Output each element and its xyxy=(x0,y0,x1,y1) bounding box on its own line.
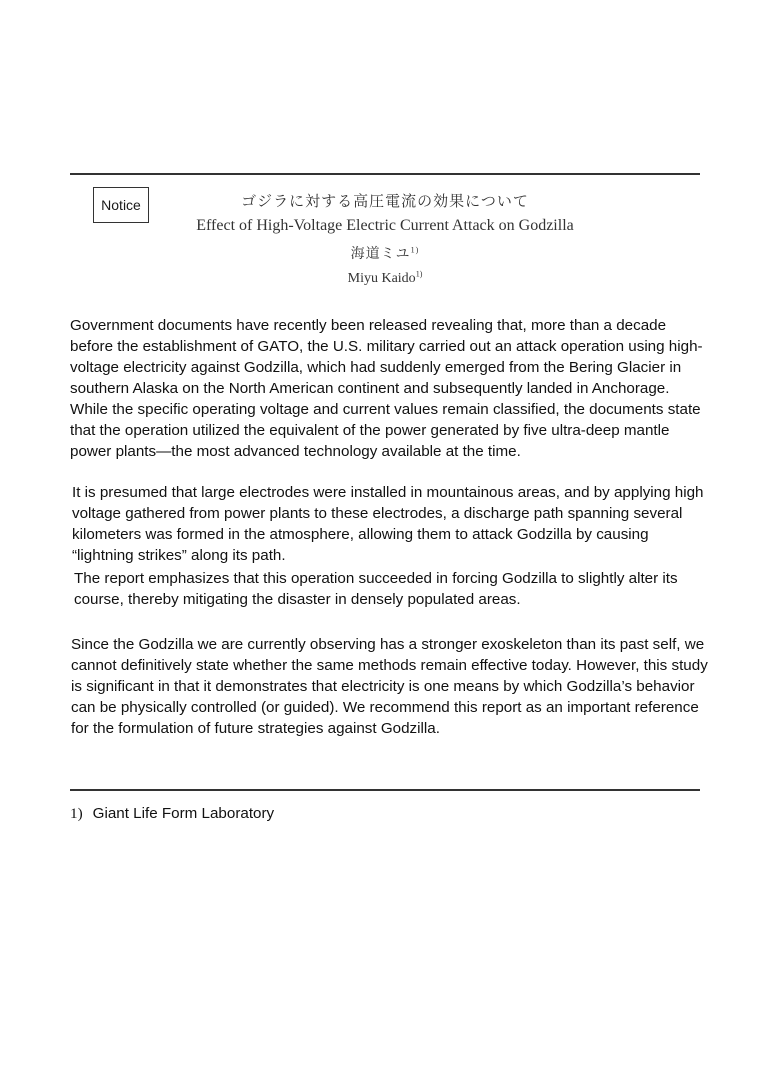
author-english-affiliation-mark: 1) xyxy=(415,269,423,279)
author-english xyxy=(150,271,620,287)
footnote xyxy=(70,805,274,823)
body-paragraph-4: Since the Godzilla we are currently observing has a stronger exoskeleton than its past self, we cannot definitively state whether the same methods remain effective today. However, this study is significant in that it demonstrates that electricity is one means by which Godzilla’s behavior can be physically controlled (or guided). We recommend this report as an important reference for the formulation of future strategies against Godzilla. xyxy=(71,636,708,737)
notice-box xyxy=(93,187,149,223)
body-paragraph-3: The report emphasizes that this operation succeeded in forcing Godzilla to slightly alter its course, thereby mitigating the disaster in densely populated areas. xyxy=(74,570,678,608)
footnote-rule xyxy=(70,789,700,791)
body-paragraph-1: Government documents have recently been released revealing that, more than a decade before the establishment of GATO, the U.S. military carried out an attack operation using high-voltage electricity against Godzilla, which had suddenly emerged from the Bering Glacier in southern Alaska on the North American continent and subsequently landed in Anchorage. While the specific operating voltage and current values remain classified, the documents state that the operation utilized the equivalent of the power generated by five ultra-deep mantle power plants—the most advanced technology available at the time. xyxy=(70,317,703,460)
author-japanese xyxy=(150,243,620,263)
title-japanese: ゴジラに対する高圧電流の効果について xyxy=(241,194,529,210)
title-english: Effect of High-Voltage Electric Current Attack on Godzilla xyxy=(196,217,574,234)
footnote-text: Giant Life Form Laboratory xyxy=(92,805,275,822)
author-japanese-name: 海道ミユ xyxy=(350,247,411,262)
author-japanese-affiliation-mark: 1) xyxy=(410,245,420,255)
top-rule xyxy=(70,173,700,175)
author-english-name: Miyu Kaido xyxy=(347,271,416,286)
footnote-marker: 1) xyxy=(70,805,83,822)
notice-label: Notice xyxy=(101,197,141,213)
body-paragraph-2: It is presumed that large electrodes were installed in mountainous areas, and by applying high voltage gathered from power plants to these electrodes, a discharge path spanning several kilometers was formed in the atmosphere, allowing them to attack Godzilla by causing “lightning strikes” along its path. xyxy=(72,484,704,564)
